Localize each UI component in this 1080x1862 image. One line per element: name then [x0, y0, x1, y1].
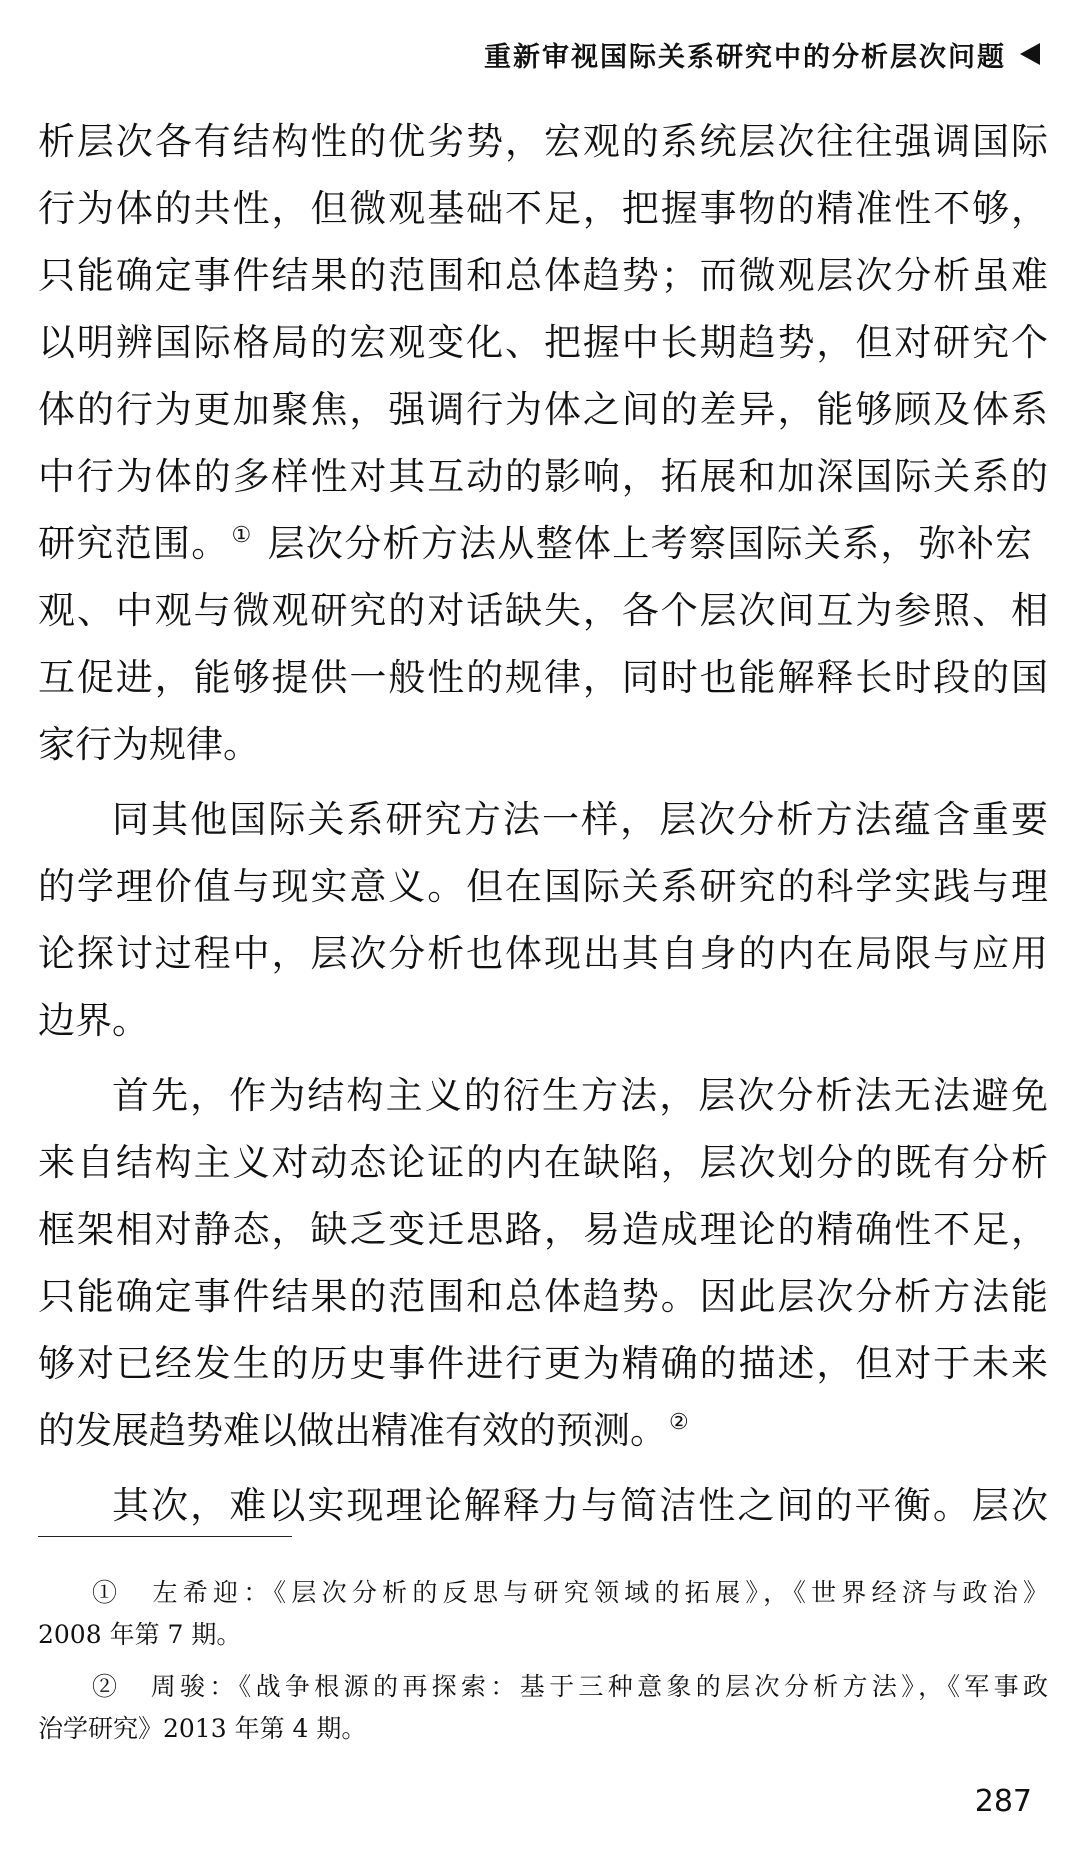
text-line: 首先，作为结构主义的衍生方法，层次分析法无法避免 [112, 1074, 1048, 1117]
text-line: 其次，难以实现理论解释力与简洁性之间的平衡。层次 [112, 1484, 1048, 1527]
text-line: 的学理价值与现实意义。但在国际关系研究的科学实践与理 [38, 865, 1048, 908]
text-line: 观、中观与微观研究的对话缺失，各个层次间互为参照、相 [38, 589, 1048, 632]
footnote-ref-1[interactable]: ① [231, 523, 253, 548]
text-line [38, 510, 1048, 577]
text-line: 框架相对静态，缺乏变迁思路，易造成理论的精确性不足， [38, 1208, 1048, 1251]
text-line: 家行为规律。 [38, 723, 260, 766]
paragraph-1 [38, 108, 1048, 778]
text-line: 析层次各有结构性的优劣势，宏观的系统层次往往强调国际 [38, 120, 1048, 163]
text-line: 行为体的共性，但微观基础不足，把握事物的精准性不够， [38, 187, 1048, 230]
footnote-line: 治学研究》2013 年第 4 期。 [38, 1714, 367, 1743]
text-segment: 层次分析方法从整体上考察国际关系，弥补宏 [254, 522, 1034, 565]
text-segment: 研究范围。 [38, 522, 230, 565]
text-line: 论探讨过程中，层次分析也体现出其自身的内在局限与应用 [38, 932, 1048, 975]
text-line: 边界。 [38, 999, 149, 1042]
paragraph-3 [38, 1062, 1048, 1464]
text-line: 只能确定事件结果的范围和总体趋势；而微观层次分析虽难 [38, 254, 1048, 297]
footnote-line: 2008 年第 7 期。 [38, 1620, 242, 1649]
text-line: 来自结构主义对动态论证的内在缺陷，层次划分的既有分析 [38, 1141, 1048, 1184]
text-line: 互促进，能够提供一般性的规律，同时也能解释长时段的国 [38, 656, 1048, 699]
text-line [38, 1397, 1048, 1464]
text-line: 同其他国际关系研究方法一样，层次分析方法蕴含重要 [112, 798, 1048, 841]
text-line: 够对已经发生的历史事件进行更为精确的描述，但对于未来 [38, 1342, 1048, 1385]
text-segment: 的发展趋势难以做出精准有效的预测。 [38, 1409, 667, 1452]
text-line: 中行为体的多样性对其互动的影响，拓展和加深国际关系的 [38, 455, 1048, 498]
paragraph-2 [38, 786, 1048, 1054]
paragraph-4 [38, 1472, 1048, 1539]
footnote-divider [38, 1536, 292, 1537]
footnote-2 [38, 1666, 1048, 1750]
footnote-ref-2[interactable]: ② [669, 1410, 689, 1435]
text-line: 以明辨国际格局的宏观变化、把握中长期趋势，但对研究个 [38, 321, 1048, 364]
text-line: 体的行为更加聚焦，强调行为体之间的差异，能够顾及体系 [38, 388, 1048, 431]
text-line: 只能确定事件结果的范围和总体趋势。因此层次分析方法能 [38, 1275, 1048, 1318]
triangle-marker-icon [1020, 43, 1040, 65]
footnote-1 [38, 1572, 1048, 1656]
body-text [38, 108, 1048, 1539]
running-header [484, 34, 1040, 74]
footnote-line: ① 左希迎：《层次分析的反思与研究领域的拓展》，《世界经济与政治》 [92, 1578, 1048, 1607]
running-title: 重新审视国际关系研究中的分析层次问题 [484, 41, 1006, 73]
footnotes [38, 1572, 1048, 1750]
page-number: 287 [974, 1784, 1032, 1819]
footnote-line: ② 周骏：《战争根源的再探索：基于三种意象的层次分析方法》，《军事政 [92, 1672, 1048, 1701]
